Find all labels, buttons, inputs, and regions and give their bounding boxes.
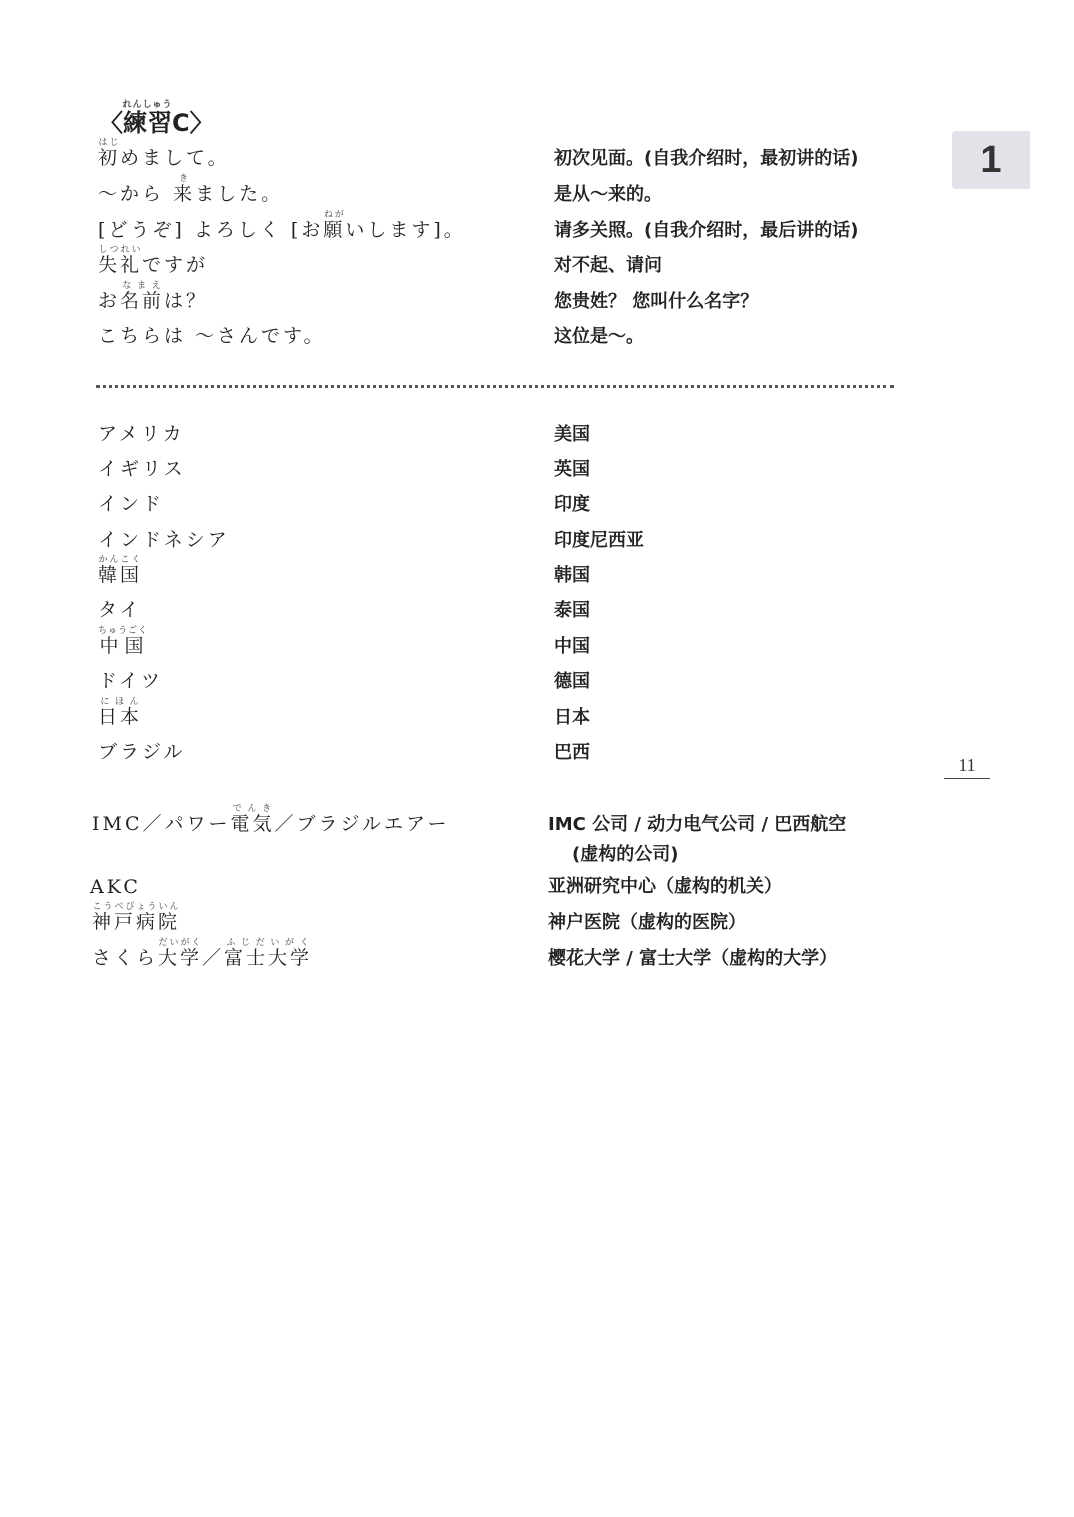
country-chinese: 泰国 (554, 600, 590, 621)
phrase-japanese: ～から 来きました。 (98, 174, 284, 205)
country-japanese: 日本にほん (98, 697, 143, 728)
country-row (0, 555, 1074, 591)
page-number: 11 (944, 755, 990, 779)
organization-chinese: 神户医院（虚构的医院） (548, 912, 746, 933)
organization-chinese: 亚洲研究中心（虚构的机关） (548, 876, 782, 897)
heading-bracket-open: 〈 (99, 109, 123, 137)
organization-row (0, 804, 1074, 865)
country-japanese: ドイツ (98, 670, 164, 692)
country-chinese: 韩国 (554, 565, 590, 586)
country-chinese: 德国 (554, 671, 590, 692)
country-japanese: 中国ちゅうごく (98, 626, 149, 657)
phrase-japanese: 初はじめまして。 (98, 138, 230, 169)
chapter-tab: 1 (952, 131, 1030, 189)
country-row (0, 590, 1074, 626)
phrase-row (0, 316, 1074, 352)
organization-chinese: IMC 公司 / 动力电气公司 / 巴西航空 (548, 814, 847, 835)
phrase-row (0, 210, 1074, 246)
phrase-chinese: 是从～来的。 (554, 184, 662, 205)
phrase-chinese: 对不起、请问 (554, 255, 662, 276)
country-row (0, 484, 1074, 520)
organization-japanese: さくら大学だいがく／富士大学ふじだいがく (92, 938, 313, 969)
heading-bracket-close: 〉 (189, 109, 214, 137)
country-chinese: 日本 (554, 707, 590, 728)
country-japanese: ブラジル (98, 741, 186, 763)
phrase-row (0, 174, 1074, 210)
country-row (0, 520, 1074, 556)
country-chinese: 巴西 (554, 742, 590, 763)
heading-kanji: 練習れんしゅう (122, 100, 173, 137)
country-row (0, 414, 1074, 450)
organization-row (0, 866, 1074, 902)
organization-japanese: IMC／パワー電気でんき／ブラジルエアー (92, 804, 450, 835)
phrase-japanese: [どうぞ] よろしく [お願ねがいします]。 (98, 210, 466, 241)
country-chinese: 印度尼西亚 (554, 530, 644, 551)
country-chinese: 中国 (554, 636, 590, 657)
country-row (0, 626, 1074, 662)
phrase-row (0, 245, 1074, 281)
organization-row (0, 902, 1074, 938)
country-chinese: 英国 (554, 459, 590, 480)
country-row (0, 449, 1074, 485)
heading-reading: れんしゅう (122, 100, 173, 110)
heading-letter: C (172, 109, 190, 137)
country-japanese: インド (98, 493, 165, 515)
phrase-chinese: 初次见面。(自我介绍时，最初讲的话) (554, 148, 859, 169)
organization-japanese: AKC (90, 876, 141, 898)
phrase-chinese: 您贵姓？ 您叫什么名字？ (554, 291, 759, 312)
section-heading (99, 100, 214, 138)
country-row (0, 661, 1074, 697)
country-japanese: イギリス (98, 458, 186, 480)
country-japanese: 韓国かんこく (98, 555, 143, 586)
phrase-chinese: 这位是～。 (554, 326, 644, 347)
country-japanese: インドネシア (98, 529, 230, 551)
phrase-japanese: こちらは ～さんです。 (98, 325, 326, 347)
country-chinese: 美国 (554, 424, 590, 445)
phrase-chinese: 请多关照。(自我介绍时，最后讲的话) (554, 220, 859, 241)
country-chinese: 印度 (554, 494, 590, 515)
phrase-row (0, 281, 1074, 317)
country-japanese: タイ (98, 599, 142, 621)
organization-chinese: 樱花大学 / 富士大学（虚构的大学） (548, 948, 838, 969)
organization-row (0, 938, 1074, 974)
phrase-row (0, 138, 1074, 174)
phrase-japanese: 失礼しつれいですが (98, 245, 209, 276)
organization-japanese: 神戸病院こうべびょういん (92, 902, 181, 933)
dotted-divider (96, 385, 894, 388)
country-row (0, 697, 1074, 733)
country-row (0, 732, 1074, 768)
phrase-japanese: お名前なまえは？ (98, 281, 209, 312)
country-japanese: アメリカ (98, 423, 185, 445)
organization-chinese-note: (虚构的公司) (572, 844, 679, 865)
